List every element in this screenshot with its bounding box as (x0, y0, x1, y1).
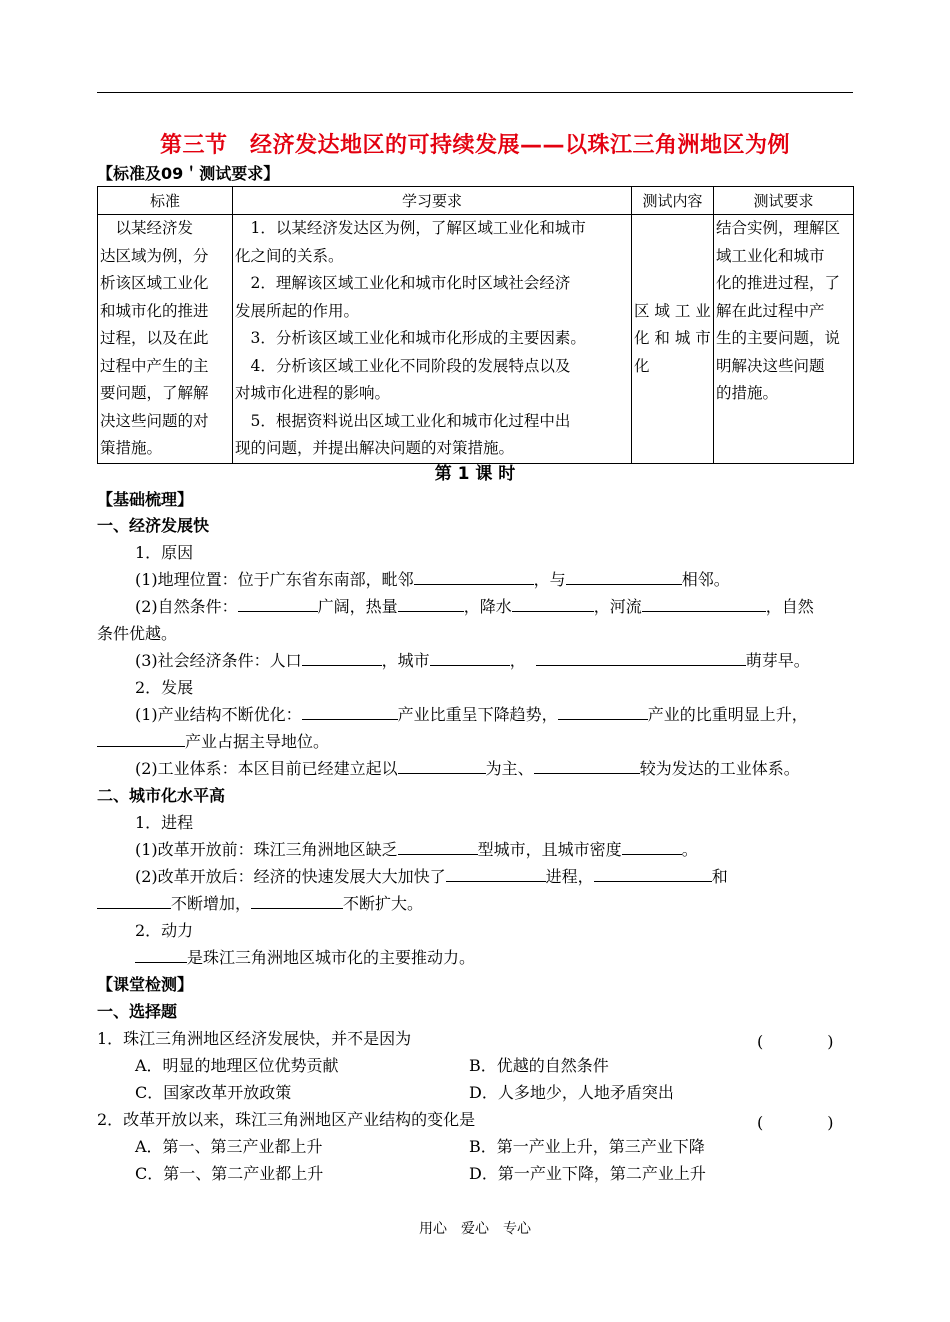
text: 和 (711, 867, 728, 886)
question-line (135, 705, 808, 725)
cell-line: 发展所起的作用。 (235, 301, 360, 320)
standards-table (97, 186, 854, 464)
text: (3)社会经济条件：人口 (135, 651, 302, 670)
cell-line: 达区域为例，分 (100, 246, 209, 265)
text: ，城市 (381, 651, 430, 670)
text: (2)自然条件： (135, 597, 238, 616)
check-heading: 【课堂检测】 (97, 975, 194, 994)
question-line (135, 759, 800, 779)
q2-option-c[interactable]: C．第一、第二产业都上升 (135, 1164, 324, 1183)
header-rule (97, 92, 853, 93)
text: ， (509, 651, 526, 670)
cell-line: 和城市化的推进 (100, 301, 209, 320)
fill-blank[interactable] (251, 894, 343, 909)
q1-option-a[interactable]: A．明显的地理区位优势贡献 (135, 1056, 339, 1075)
header-standard: 标准 (98, 187, 233, 215)
standard-cell (98, 215, 233, 464)
cell-line: 对城市化进程的影响。 (235, 384, 391, 402)
cell-line: 决这些问题的对 (100, 411, 209, 430)
text: ，河流 (593, 597, 642, 616)
test-requirement-cell (714, 215, 854, 464)
question-2-stem: 2．改革开放以来，珠江三角洲地区产业结构的变化是 (97, 1110, 476, 1129)
text: 进程， (545, 867, 594, 886)
table-row (98, 215, 854, 464)
fill-blank[interactable] (566, 570, 682, 585)
answer-bracket[interactable]: ( ) (757, 1032, 834, 1051)
cell-line: 结合实例，理解区 (716, 219, 841, 237)
question-line (135, 867, 728, 887)
cell-line: 4．分析该区域工业化不同阶段的发展特点以及 (235, 356, 571, 375)
fill-blank[interactable] (622, 840, 682, 855)
cell-line: 明解决这些问题 (716, 356, 825, 375)
text: ，自然 (765, 597, 814, 616)
fill-blank[interactable] (302, 651, 382, 666)
header-test-requirement: 测试要求 (714, 187, 854, 215)
fill-blank[interactable] (97, 732, 185, 747)
text: 广阔，热量 (317, 597, 398, 616)
answer-bracket[interactable]: ( ) (757, 1113, 834, 1132)
text: 产业占据主导地位。 (185, 732, 330, 751)
fill-blank[interactable] (97, 894, 171, 909)
section1-sub-reasons: 1．原因 (135, 543, 194, 562)
page-title: 第三节 经济发达地区的可持续发展——以珠江三角洲地区为例 (159, 133, 790, 158)
question-line (97, 894, 423, 914)
fill-blank[interactable] (430, 651, 510, 666)
header-learning: 学习要求 (233, 187, 632, 215)
text: 不断扩大。 (343, 894, 424, 913)
cell-line: 过程，以及在此 (100, 329, 209, 347)
text: 较为发达的工业体系。 (639, 759, 800, 778)
learning-cell (233, 215, 632, 464)
text: 相邻。 (681, 570, 730, 589)
text: 产业的比重明显上升， (647, 705, 808, 724)
fill-blank[interactable] (135, 948, 187, 963)
fill-blank[interactable] (398, 759, 486, 774)
cell-line: 化 和 城 市 (634, 329, 711, 347)
cell-line: 生的主要问题，说 (716, 329, 841, 347)
cell-line: 区 域 工 业 (634, 301, 711, 320)
test-content-cell (632, 215, 714, 464)
section2-heading: 二、城市化水平高 (97, 786, 226, 805)
fill-blank[interactable] (398, 597, 464, 612)
cell-line: 过程中产生的主 (100, 356, 209, 375)
cell-line: 策措施。 (100, 439, 163, 457)
standards-heading: 【标准及09＇测试要求】 (97, 164, 280, 183)
basics-heading: 【基础梳理】 (97, 490, 194, 509)
text: ，与 (533, 570, 566, 589)
text: ，降水 (463, 597, 512, 616)
question-line (135, 948, 475, 968)
cell-line: 解在此过程中产 (716, 301, 825, 320)
question-line-cont: 条件优越。 (97, 624, 178, 643)
choice-heading: 一、选择题 (97, 1002, 178, 1021)
cell-line: 3．分析该区域工业化和城市化形成的主要因素。 (235, 329, 586, 347)
question-line (97, 732, 329, 752)
cell-line: 的措施。 (716, 384, 779, 402)
text: 为主、 (485, 759, 534, 778)
text: 型城市，且城市密度 (477, 840, 622, 859)
fill-blank[interactable] (414, 570, 534, 585)
fill-blank[interactable] (558, 705, 648, 720)
fill-blank[interactable] (536, 651, 746, 666)
cell-line: 析该区域工业化 (100, 274, 209, 292)
header-test-content: 测试内容 (632, 187, 714, 215)
fill-blank[interactable] (642, 597, 766, 612)
section1-heading: 一、经济发展快 (97, 516, 210, 535)
text: (1)地理位置：位于广东省东南部，毗邻 (135, 570, 414, 589)
cell-line: 化的推进过程，了 (716, 274, 841, 292)
text: 是珠江三角洲地区城市化的主要推动力。 (187, 948, 476, 967)
fill-blank[interactable] (238, 597, 318, 612)
fill-blank[interactable] (302, 705, 398, 720)
text: 萌芽早。 (745, 651, 810, 670)
q1-option-d[interactable]: D．人多地少，人地矛盾突出 (469, 1083, 674, 1102)
fill-blank[interactable] (446, 867, 546, 882)
question-line (135, 651, 810, 671)
text: (2)工业体系：本区目前已经建立起以 (135, 759, 398, 778)
cell-line: 1．以某经济发达区为例，了解区域工业化和城市 (235, 219, 586, 237)
question-line (135, 840, 698, 860)
cell-line: 5．根据资料说出区域工业化和城市化过程中出 (235, 411, 571, 430)
text: 产业比重呈下降趋势， (397, 705, 558, 724)
q2-option-d[interactable]: D．第一产业下降，第二产业上升 (469, 1164, 706, 1183)
q1-option-c[interactable]: C．国家改革开放政策 (135, 1083, 292, 1102)
question-1-stem: 1．珠江三角洲地区经济发展快，并不是因为 (97, 1029, 412, 1048)
page-footer: 用心 爱心 专心 (419, 1221, 531, 1237)
lesson-title: 第 1 课 时 (434, 464, 516, 484)
text: (2)改革开放后：经济的快速发展大大加快了 (135, 867, 446, 886)
cell-line: 域工业化和城市 (716, 246, 825, 265)
text: 。 (681, 840, 698, 859)
text: 不断增加， (171, 894, 252, 913)
cell-line: 化 (634, 356, 650, 375)
fill-blank[interactable] (512, 597, 594, 612)
q1-option-b[interactable]: B．优越的自然条件 (469, 1056, 609, 1075)
fill-blank[interactable] (534, 759, 640, 774)
cell-line: 现的问题，并提出解决问题的对策措施。 (235, 439, 515, 457)
fill-blank[interactable] (398, 840, 478, 855)
section2-sub-driver: 2．动力 (135, 921, 194, 940)
question-line (135, 597, 814, 617)
cell-line: 化之间的关系。 (235, 246, 344, 265)
question-line (135, 570, 730, 590)
cell-line: 以某经济发 (100, 219, 194, 237)
cell-line: 要问题，了解解 (100, 384, 209, 402)
section1-sub-development: 2．发展 (135, 678, 194, 697)
cell-line: 2．理解该区域工业化和城市化时区域社会经济 (235, 274, 571, 292)
table-header-row (98, 187, 854, 215)
q2-option-b[interactable]: B．第一产业上升，第三产业下降 (469, 1137, 705, 1156)
q2-option-a[interactable]: A．第一、第三产业都上升 (135, 1137, 323, 1156)
text: (1)产业结构不断优化： (135, 705, 302, 724)
fill-blank[interactable] (594, 867, 712, 882)
section2-sub-process: 1．进程 (135, 813, 194, 832)
text: (1)改革开放前：珠江三角洲地区缺乏 (135, 840, 398, 859)
